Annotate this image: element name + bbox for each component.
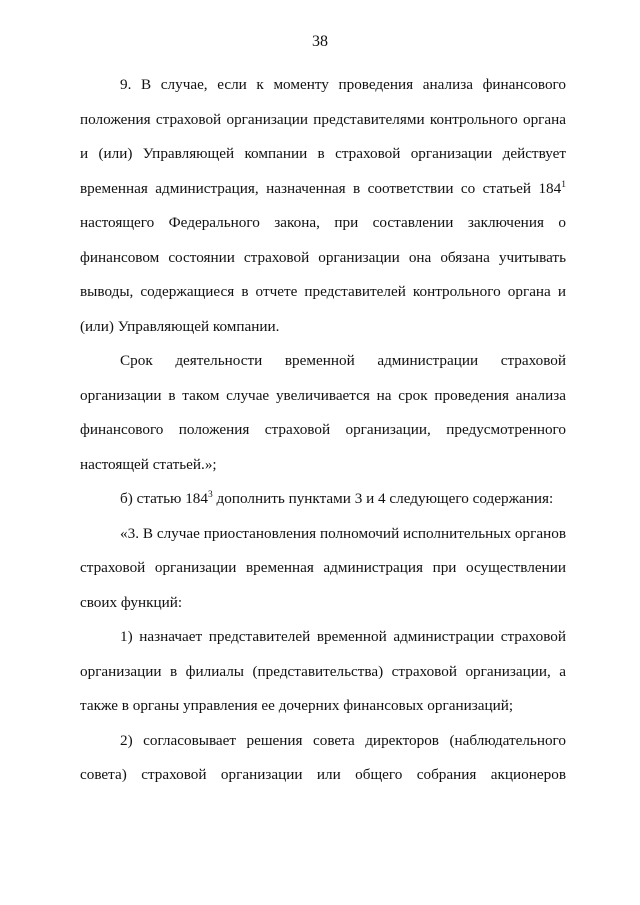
paragraph-clause-3: «3. В случае приостановления полномочий исполнительных органов страховой организации временная администрация при осуществлении своих функций:: [80, 524, 566, 611]
paragraph-9: [80, 68, 566, 344]
page-number: 38: [312, 33, 328, 50]
paragraph-article-superscript: 3: [207, 489, 213, 500]
paragraph-9-text-before: 9. В случае, если к моменту проведения анализа финансового положения страховой организации представителями контрольного органа и (или) Управляющей компании в страховой организации действует временная администрация, назначенная в соответствии со статьей 184: [80, 76, 566, 197]
paragraph-9-superscript: 1: [561, 179, 566, 190]
paragraph-item-1: 1) назначает представителей временной администрации страховой организации в филиалы (представительства) страховой организации, а также в органы управления ее дочерних финансовых организаций;: [80, 628, 566, 714]
paragraph-article-amendment: [80, 482, 566, 517]
document-body: [80, 68, 566, 793]
paragraph-item-2: 2) согласовывает решения совета директоров (наблюдательного совета) страховой организации или общего собрания акционеров: [80, 731, 566, 783]
paragraph-article-text-before: б) статью 184: [120, 490, 208, 507]
paragraph-article-text-after: дополнить пунктами 3 и 4 следующего содержания:: [212, 490, 554, 507]
paragraph-term: Срок деятельности временной администрации страховой организации в таком случае увеличивается на срок проведения анализа финансового положения страховой организации, предусмотренного настоящей статьей.»;: [80, 352, 566, 473]
paragraph-9-text-after: настоящего Федерального закона, при составлении заключения о финансовом состоянии страховой организации она обязана учитывать выводы, содержащиеся в отчете представителей контрольного органа и (или) Управляющей компании.: [80, 214, 566, 335]
